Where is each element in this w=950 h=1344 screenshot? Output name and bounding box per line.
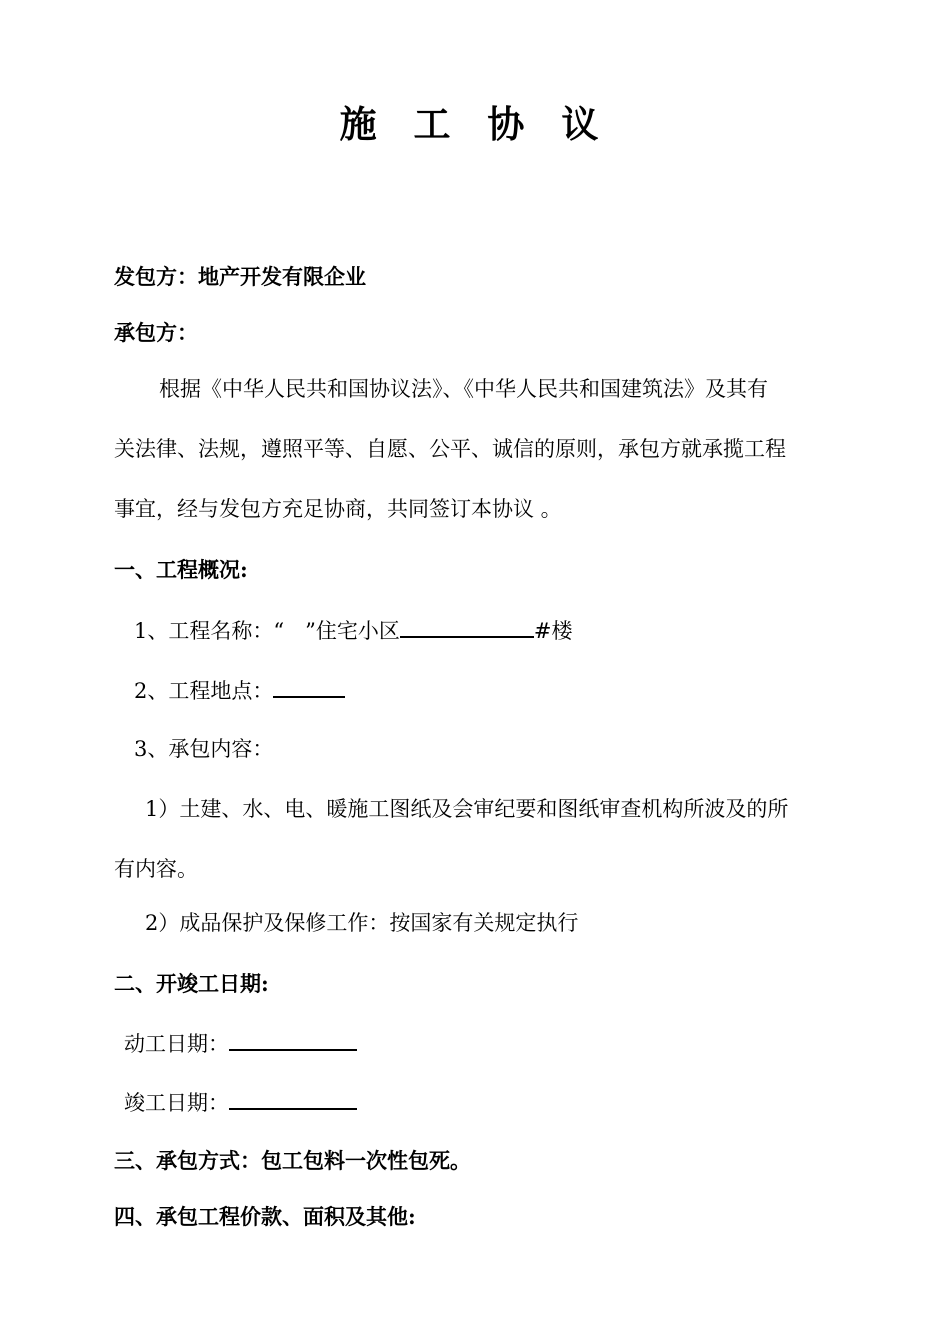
section-4-heading: 四、承包工程价款、面积及其他:	[114, 1204, 416, 1229]
document-title: 施 工 协 议	[339, 102, 611, 146]
end-date-label: 竣工日期：	[124, 1091, 229, 1115]
end-date-line	[124, 1086, 357, 1118]
scope-item-1-line-2: 有内容。	[114, 857, 198, 881]
project-name-line	[134, 614, 572, 646]
section-2-heading: 二、开竣工日期:	[114, 971, 269, 996]
project-location-blank	[273, 674, 345, 698]
start-date-line	[124, 1027, 357, 1059]
contractor-line: 承包方：	[114, 320, 198, 345]
start-date-blank	[229, 1027, 357, 1051]
end-date-blank	[229, 1086, 357, 1110]
project-location-line	[134, 674, 345, 706]
intro-line-1: 根据《中华人民共和国协议法》、《中华人民共和国建筑法》及其有	[159, 377, 768, 401]
start-date-label: 动工日期：	[124, 1032, 229, 1056]
employer-line: 发包方：地产开发有限企业	[114, 264, 366, 289]
intro-line-3: 事宜，经与发包方充足协商，共同签订本协议 。	[114, 497, 562, 521]
intro-line-2: 关法律、法规，遵照平等、自愿、公平、诚信的原则，承包方就承揽工程	[114, 437, 786, 461]
project-name-label: 1、工程名称：“ ”住宅小区	[134, 619, 400, 643]
project-name-suffix: #楼	[533, 619, 573, 643]
section-1-heading: 一、工程概况:	[114, 557, 248, 582]
project-name-blank	[400, 614, 534, 638]
project-location-label: 2、工程地点：	[134, 679, 274, 703]
scope-item-1-line-1: 1）土建、水、电、暖施工图纸及会审纪要和图纸审查机构所波及的所	[145, 797, 789, 821]
contract-scope-line: 3、承包内容：	[134, 737, 274, 761]
section-3-heading: 三、承包方式：包工包料一次性包死。	[114, 1148, 471, 1173]
scope-item-2: 2）成品保护及保修工作：按国家有关规定执行	[145, 911, 579, 935]
